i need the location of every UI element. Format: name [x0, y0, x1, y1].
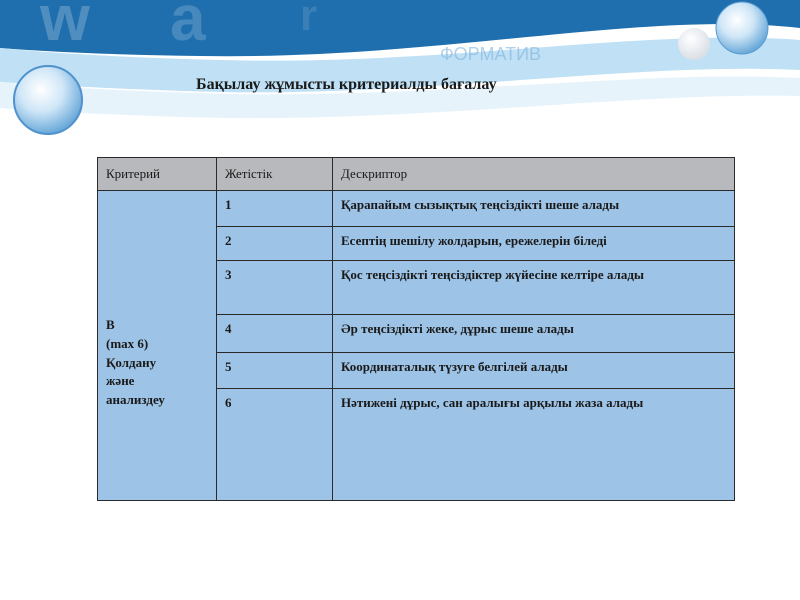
achievement-cell: 4	[217, 315, 333, 353]
header-criterion: Критерий	[98, 158, 217, 191]
criterion-max: (max 6)	[106, 335, 149, 351]
svg-text:ФОРМАТИВ: ФОРМАТИВ	[440, 44, 542, 64]
achievement-cell: 2	[217, 227, 333, 261]
svg-text:r: r	[300, 0, 318, 40]
table-row	[98, 191, 735, 227]
criterion-skill-1: Қолдану	[106, 354, 157, 370]
achievement-cell: 6	[217, 389, 333, 501]
descriptor-cell: Нәтижені дұрыс, сан аралығы арқылы жаза алады	[333, 389, 735, 501]
criterion-skill-3: анализдеу	[106, 392, 165, 408]
criterion-letter: В	[106, 316, 115, 332]
descriptor-cell: Координаталық түзуге белгілей алады	[333, 353, 735, 389]
header-achievement: Жетістік	[217, 158, 333, 191]
achievement-cell: 1	[217, 191, 333, 227]
table-header-row	[98, 158, 735, 191]
svg-text:a: a	[170, 0, 206, 54]
decorative-banner	[0, 0, 800, 140]
header-descriptor: Дескриптор	[333, 158, 735, 191]
criteria-table	[97, 157, 735, 501]
criterion-skill-2: жәнe	[106, 373, 135, 389]
descriptor-cell: Әр теңсіздікті жеке, дұрыс шеше алады	[333, 315, 735, 353]
descriptor-cell: Есептің шешілу жолдарын, ережелерін біледі	[333, 227, 735, 261]
slide-title: Бақылау жұмысты критериалды бағалау	[196, 76, 497, 93]
criterion-cell	[98, 191, 217, 501]
descriptor-cell: Қарапайым сызықтық теңсіздікті шеше алады	[333, 191, 735, 227]
achievement-cell: 5	[217, 353, 333, 389]
achievement-cell: 3	[217, 261, 333, 315]
descriptor-cell: Қос теңсіздікті теңсіздіктер жүйесіне келтіре алады	[333, 261, 735, 315]
svg-text:w: w	[40, 0, 90, 54]
